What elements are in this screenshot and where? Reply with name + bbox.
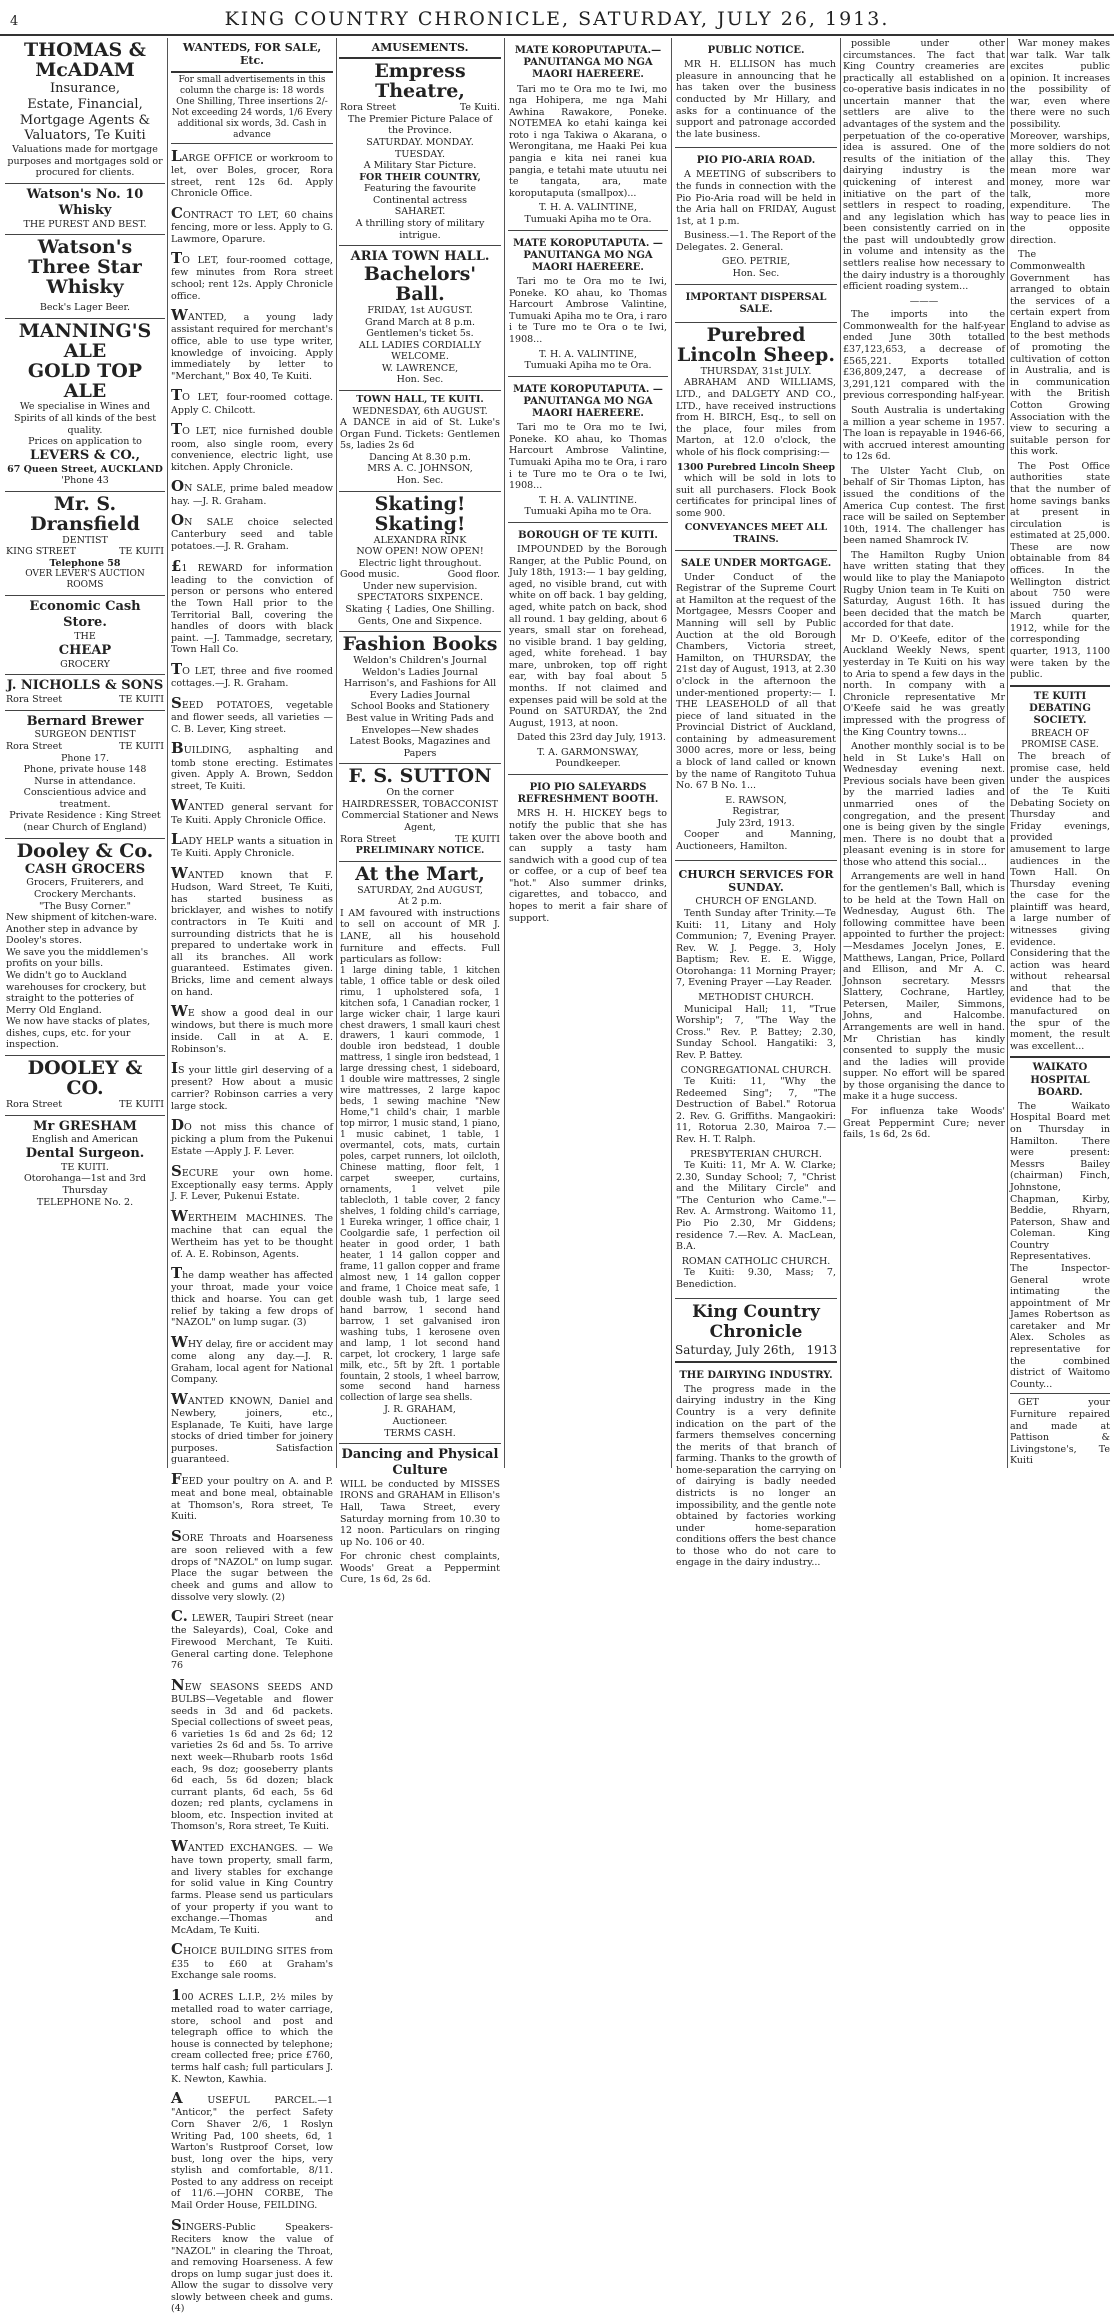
ad-line: Skating [345,603,383,615]
ad-title: Fashion Books [342,633,498,656]
ad-town: TE KUITI [455,833,500,845]
news-item: Arrangements are well in hand for the gentlemen's Ball, which is to be held at the Town Hall on Wednesday, August 6th. The following committee have been appointed to further the project:—Mesdames Jocelyn Jones, E. Matthews, Langan, Price, Pollard and Ellison, and Mr A. C. Johnson secretary. Messrs Slattery, Cochrane, Hartley, Petersen, Mailer, Simmons, Johns, and Halcombe. Arrangements are well in hand. Mr Christian has kindly consented to supply the music and the ladies will provide supper. No effort will be spared by those organising the dance to make it a huge success. [843,871,1005,1103]
section-heading: WANTEDS, FOR SALE, Etc. [171,38,333,73]
notice-signature: T. A. GARMONSWAY, [537,746,639,758]
article-subheading: BREACH OF PROMISE CASE. [1021,729,1099,751]
ad-title: DOOLEY & CO. [27,1057,143,1099]
news-item: The Post Office authorities state that the number of home savings banks at present in circulation is estimated at 25,000. These are now obtainable from 84 offices. In the Wellington district about 750 were issued during the March quarter, 1912, while for the corresponding quarter, 1913, 1100 were taken by the public. [1010,460,1110,681]
notice-heading: PIO PIO-ARIA ROAD. [696,155,816,167]
ad-line: SPECTATORS SIXPENCE. [357,592,483,604]
news-item: South Australia is undertaking a million a year scheme in 1957. The loan is repayable in 1946-66, with accrued interest amounting to 12s 6d. [843,404,1005,463]
notice-heading: BOROUGH OF TE KUITI. [518,529,658,541]
ad-town: Te Kuiti. [459,102,500,114]
ad-line: Dancing At 8.30 p.m. [369,451,471,463]
notice-body: Tari mo te Ora mo te Iwi, Poneke. KO ahau, ko Thomas Harcourt Ambrose Valintine, Tumuaki Apiha mo te Ora, i raro i te Ture mo te Ora o te Iwi, 1908... [509,276,667,345]
ad-line: FOR THEIR COUNTRY, [359,171,481,183]
classified-ad: ON SALE, prime baled meadow hay. —J. R. Graham. [171,477,333,507]
gresham-ad [5,1116,165,1213]
ad-line: Conscientious advice and treatment. [23,787,147,810]
physical-culture-ad [339,1444,501,1590]
ad-body: We didn't go to Auckland warehouses for crockery, but straight to the potteries of Merry Old England. [6,970,147,1016]
ad-title: Mr. S. Dransfield [30,492,140,535]
bachelors-ball-ad [339,246,501,391]
ad-line: Under new supervision. [362,580,478,592]
column-rule [504,38,505,1468]
column-7 [1010,38,1110,1468]
ad-street: KING STREET [6,546,76,558]
ad-line: SATURDAY, 2nd AUGUST, [357,884,483,896]
ad-line: Mortgage Agents & [19,112,151,128]
article-body: The Waikato Hospital Board met on Thursday in Hamilton. There were present: Messrs Bailey (chairman) Finch, Johnstone, Chapman, Kirby, Beddie, Rhyarn, Paterson, Shaw and Coleman. King Country Representatives. The Inspector-General wrote intimating the appointment of Mr James Robertson as caretaker and Mr Alex. Scholes as representative for the combined district of Waitomo County... [1010,1100,1110,1390]
column-4 [508,38,668,1468]
church-body: Municipal Hall; 11, "True Worship"; 7, "The Way the Cross." Rev. P. Battey; 2.30, Sunday School. Hangatiki: 3, Rev. P. Battey. [676,1003,836,1061]
article-body: The progress made in the dairying industry in the King Country is a very definite indication on the part of the farmers themselves concerning the merits of that branch of farming. Thanks to the growth of home-separation the carrying on of dairying is badly needed districts is no longer an impossibility, and the gentle note obtained by factories working under home-separation conditions offers the best chance to those who do not care to engage in the dairy industry... [676,1383,836,1569]
article-body: The breach of promise case, held under the auspices of the Te Kuiti Debating Society on Thursday and Friday evenings, provided amusement to large audiences in the Town Hall. On Thursday evening the case for the plaintiff was heard, a large number of witnesses giving evidence. Considering that the action was heard without rehearsal and that the evidence had to be manufactured on the spur of the moment, the result was excellent... [1010,751,1110,1052]
ad-line: Grocers, Fruiterers, and Crockery Merchants. [26,877,144,900]
ad-line: Insurance, [50,80,120,96]
ad-body: 1 large dining table, 1 kitchen table, 1 office table or desk oiled rimu, 1 upholstered sofa, 1 kitchen sofa, 1 Canadian rocker, 1 large wicker chair, 1 large kauri chest drawers, 1 small kauri chest drawers, 1 kauri commode, 1 double iron bedstead, 1 double mattress, 1 single iron bedstead, 1 large dressing chest, 1 sideboard, 1 double wire mattresses, 2 single wire mattresses, 2 large kapoc beds, 1 sewing machine "New Home,"1 child's chair, 1 marble top mirror, 1 music stand, 1 piano, 1 music cabinet, 1 table, 1 overmantel, cots, mats, curtain poles, carpet runners, lot oilcloth, Chinese matting, floor felt, 1 carpet sweeper, curtains, ornaments, 1 velvet pile tablecloth, 1 table cover, 2 fancy shelves, 1 folding child's carriage, 1 Eureka wringer, 1 office chair, 1 Coolgardie safe, 1 perfection oil heater in good order, 1 bath heater, 1 14 gallon copper and frame, 11 gallon copper and frame almost new, 1 14 gallon copper and frame, 1 Choice meat safe, 1 double wash tub, 1 large seed hand barrow, 1 second hand barrow, 1 set galvanised iron washing tubs, 1 kerosene oven and lamp, 1 lot second hand carpet, lot crockery, 1 large safe milk, etc., 5ft by 2ft. 1 portable fountain, 2 stools, 1 wheel barrow, some second hand harness collection of large sea shells. [340,965,500,1404]
classified-ad: WERTHEIM MACHINES. The machine that can equal the Wertheim has yet to be thought of. A. E. Robinson, Agents. [171,1207,333,1260]
ad-line: ARIA TOWN HALL. [350,249,490,265]
ad-street: Rora Street [340,102,397,114]
classified-ad: WE show a good deal in our windows, but there is much more inside. Call in at A. E. Robinson's. [171,1002,333,1055]
masthead-title: King Country Chronicle [692,1301,820,1343]
church-body: Te Kuiti: 11, "Why the Redeemed Sing"; 7, "The Destruction of Babel." Rotorua 2. Rev. G. Griffiths. Mangaokiri: 11, Rotorua 2.30, Mairoa 7.—Rev. H. T. Ralph. [676,1076,836,1145]
mannings-ale-ad [5,319,165,492]
ad-line: GROCERY [60,658,110,670]
ad-line: OVER LEVER'S AUCTION ROOMS [25,569,145,591]
ad-street: Rora Street [6,693,63,705]
classified-ad: IS your little girl deserving of a present? How about a music carrier? Robinson carries a very large stock. [171,1059,333,1112]
ad-body: which will be sold in lots to suit all purchasers. Flock Book certificates for principal lines of some 900. [676,473,836,519]
hospital-board-article [1010,1056,1110,1390]
notice-body: Business.—1. The Report of the Delegates. 2. General. [676,230,836,253]
ad-line: Valuators, Te Kuiti [24,128,146,144]
ad-body: New shipment of kitchen-ware. Another step in advance by Dooley's stores. [6,912,158,947]
ad-line: DENTIST [62,534,108,546]
classified-ad: £1 REWARD for information leading to the conviction of person or persons who entered the Town Hall prior to the Territorial Ball, covering the handles of doors with black paint. —J. Tammadge, secretary, Town Hall Co. [171,556,333,656]
ad-line: NOW OPEN! NOW OPEN! [356,546,484,558]
ad-line: CHEAP [58,642,112,658]
ad-title: Skating! Skating! [374,492,466,535]
ad-line: Prices on application to [28,436,142,448]
ad-line: English and American [31,1134,139,1146]
notice-role: Hon. Sec. [732,268,780,280]
news-item: The imports into the Commonwealth for the half-year ended June 30th totalled £37,123,653, a decrease of £565,221. Exports totalled £36,809,247, a decrease of 3,291,121 compared with the previous corresponding half-year. [843,309,1005,402]
notice-body: Tari mo te Ora mo te Iwi, mo nga Hohipera, me nga Mahi Awhina Rawakore, Poneke. NOTEMEA ko etahi kainga kei roto i nga Takiwa o Akarana, o Werongitana, me Haaki Pei kua pangia e kita nei ranei kua pangia, e tetahi mate utuutu nei te tangata, ara, mate koroputaputa (smallpox)... [509,83,667,199]
ad-line: Good floor. [447,569,500,581]
section-heading: AMUSEMENTS. [339,38,501,59]
ad-line: Otorohanga—1st and 3rd Thursday [23,1173,147,1196]
nicholls-ad [5,675,165,710]
town-hall-dance-ad [339,391,501,492]
ad-title: Dental Surgeon. [25,1145,145,1161]
ad-line: THE [74,631,96,643]
notice-signature: E. RAWSON, [725,794,787,806]
ad-town: TE KUITI [119,1098,164,1110]
ad-line: HAIRDRESSER, TOBACCONIST [342,798,498,810]
notice-role: Registrar, [732,806,780,818]
ad-line: Auctioneer. [392,1415,448,1427]
ad-line: J. R. GRAHAM, [384,1404,456,1416]
ad-phone: Telephone 58 [49,557,121,569]
notice-heading: MATE KOROPUTAPUTA.—PANUITANGA MO NGA MAORI HAEREERE. [514,45,662,81]
notice-body: Cooper and Manning, Auctioneers, Hamilton. [676,829,836,853]
notice-role: Tumuaki Apiha mo te Ora. [524,213,652,225]
classified-ad: The damp weather has affected your throat, made your voice thick and hoarse. You can get relief by taking a few drops of "NAZOL" on lump sugar. (3) [171,1264,333,1329]
economic-cash-store-ad [5,596,165,675]
ad-line: Commercial Stationer and News Agent, [341,810,499,833]
ad-line: SATURDAY. MONDAY. TUESDAY. [366,137,474,160]
ad-title: MANNING'S ALE [18,319,152,362]
classified-ad: CONTRACT TO LET, 60 chains fencing, more or less. Apply to G. Lawmore, Oparure. [171,203,333,245]
dooley-ad [5,839,165,1056]
dairying-article [675,1363,837,1576]
mart-auction-ad [339,862,501,1444]
ad-line: Best value in Writing Pads and Envelopes—New shades [346,712,494,736]
ad-town: TE KUITI [119,693,164,705]
ad-title: Dooley & Co. [16,839,154,862]
article-heading: TE KUITI DEBATING SOCIETY. [1029,690,1091,727]
column-rule [671,38,672,1468]
ad-town: TE KUITI [119,546,164,558]
article-heading: WAIKATO HOSPITAL BOARD. [1030,1062,1090,1098]
ad-title: Bachelors' Ball. [363,263,477,306]
news-item: The Hamilton Rugby Union have written stating that they would like to play the Maniapoto Rugby Union team in Te Kuiti on Saturday, August 16th. It has been decided that the match be accorded for that date. [843,549,1005,631]
thomas-mcadam-ad [5,38,165,184]
article-heading: THE DAIRYING INDUSTRY. [679,1369,833,1381]
ad-line: School Books and Stationery [350,701,490,713]
ad-body: We now have stacks of plates, dishes, cups, etc. for your inspection. [6,1016,151,1051]
ad-line: Weldon's Children's Journal [353,655,487,667]
ad-line: SAHARET. [394,206,446,218]
classified-ad: LADY HELP wants a situation in Te Kuiti. Apply Chronicle. [171,830,333,860]
sutton-ad [339,764,501,861]
ad-title: Economic Cash Store. [29,599,141,631]
ad-line: Weldon's Ladies Journal [362,666,478,678]
news-item: For influenza take Woods' Great Peppermint Cure; never fails, 1s 6d, 2s 6d. [843,1106,1005,1141]
column-1 [5,38,165,1468]
church-body: Te Kuiti: 11, Mr A. W. Clarke; 2.30, Sunday School; 7, "Christ and the Military Circle" and "The Centurion who Came."—Rev. A. Armstrong. Waitomo 11, Pio Pio 2.30, Mr Giddens; residence 7.—Rev. A. MacLean, B.A. [676,1160,836,1253]
notice-body: MRS H. H. HICKEY begs to notify the public that she has taken over the above booth and can supply a tasty ham sandwich with a good cup of tea or coffee, or a cup of beef tea "hot." Also summer drinks, cigarettes, and tobacco, and hopes to merit a fair share of support. [509,808,667,924]
ad-street: Rora Street [340,833,397,845]
classified-ad: SECURE your own home. Exceptionally easy terms. Apply J. F. Lever, Pukenui Estate. [171,1161,333,1203]
ad-line: CONVEYANCES MEET ALL TRAINS. [684,522,828,545]
ad-line: WEDNESDAY, 6th AUGUST. [352,405,488,417]
notice-heading: CHURCH SERVICES FOR SUNDAY. [678,867,834,895]
classified-ad: A USEFUL PARCEL.—1 "Anticor," the perfect Safety Corn Shaver 2/6, 1 Roslyn Writing Pad, 100 sheets, 6d, 1 Warton's Rustproof Corset, low bust, long over the hips, very stylish and comfortable, 8/11. Posted to any address on receipt of 11/6.—JOHN CORBE, The Mail Order House, FEILDING. [171,2089,333,2212]
notice-heading: PIO PIO SALEYARDS REFRESHMENT BOOTH. [517,782,659,806]
church-body: Te Kuiti: 9.30, Mass; 7, Benediction. [676,1267,836,1290]
ad-line: Hon. Sec. [396,374,444,386]
ad-address: 67 Queen Street, AUCKLAND [7,463,163,475]
ad-title: F. S. SUTTON [348,765,492,788]
classified-ad: CHOICE BUILDING SITES from £35 to £60 at Graham's Exchange sale rooms. [171,1940,333,1982]
classified-ad: WANTED KNOWN, Daniel and Newbery, joiners, etc., Esplanade, Te Kuiti, have large stocks of dried timber for joinery purposes. Satisfaction guaranteed. [171,1389,333,1466]
column-rule [1007,38,1008,1468]
ad-line: PRELIMINARY NOTICE. [355,845,485,857]
column-5 [675,38,837,1569]
classified-ad: FEED your poultry on A. and P. meat and bone meal, obtainable at Thomson's, Rora street, Te Kuiti. [171,1469,333,1523]
watson-three-star-ad [5,235,165,318]
column-rule [840,38,841,1468]
classified-ad: ON SALE choice selected Canterbury seed and table potatoes.—J. R. Graham. [171,511,333,552]
column-2 [171,38,333,2315]
ad-body: For chronic chest complaints, Woods' Great a Peppermint Cure, 1s 6d, 2s 6d. [340,1551,500,1586]
notice-role: Tumuaki Apiha mo te Ora. [524,360,652,372]
ad-line: Gents, One and Sixpence. [357,615,483,627]
news-item: The Ulster Yacht Club, on behalf of Sir Thomas Lipton, has issued the conditions of the America Cup contest. The first race will be sailed on September 10th, 1914. The challenger has been named Shamrock IV. [843,465,1005,547]
ad-line: On the corner [386,787,454,799]
maori-notice-1 [508,38,668,231]
ad-body: A DANCE in aid of St. Luke's Organ Fund. Tickets: Gentlemen 5s, ladies 2s 6d [340,417,500,452]
ad-title: Three Star Whisky [28,256,142,299]
ad-line: Private Residence : King Street (near Church of England) [9,810,161,834]
notice-date: Dated this 23rd day July, 1913. [517,732,666,744]
church-heading: CONGREGATIONAL CHURCH. [680,1064,832,1076]
ad-line: Latest Books, Magazines and Papers [349,736,491,759]
brewer-ad [5,711,165,839]
column-rule [336,38,337,1468]
classified-ad: 100 ACRES L.I.P., 2½ miles by metalled road to water carriage, store, school and post and telegraph office to which the house is connected by telephone; cream collected free; price £760, terms half cash; full particulars J. K. Newton, Kawhia. [171,1985,333,2085]
mortgage-sale-notice [675,551,837,861]
dispersal-sale-heading [675,285,837,323]
ad-line: Skating { Ladies, One Shilling. Gents, One and Sixpence. [345,603,495,627]
classified-ad: DO not miss this chance of picking a plum from the Pukenui Estate —Apply J. F. Lever. [171,1116,333,1158]
notice-signature: T. H. A. VALINTINE, [538,202,637,214]
dooley-2-ad [5,1056,165,1115]
classified-ad: TO LET, three and five roomed cottages.—J. R. Graham. [171,659,333,690]
news-item: Another monthly social is to be held in St Luke's Hall on Wednesday evening next. Previous socials have been given by the married ladies and unmarried ones of the congregation, and the present one is being given by the single men. There is no doubt that a pleasant evening is in store for those who attend this social... [843,741,1005,868]
ad-title: Bernard Brewer [26,713,144,729]
maori-notice-2 [508,231,668,377]
ad-line: At 2 p.m. [398,896,442,908]
ad-line: Hon. Sec. [396,475,444,487]
debating-society-article [1010,685,1110,1053]
column-3 [339,38,501,1586]
watson-10-ad [5,184,165,235]
church-heading: CHURCH OF ENGLAND. [695,896,817,908]
notice-date: July 23rd, 1913. [717,817,795,829]
lincoln-sheep-ad [675,323,837,551]
fashion-books-ad [339,632,501,764]
ad-line: Estate, Financial, [27,96,143,112]
classified-ad: LARGE OFFICE or workroom to let, over Boles, grocer, Rora street, rent 12s 6d. Apply Chronicle Office. [171,146,333,200]
notice-body: Tari mo te Ora mo te Iwi, Poneke. KO ahau, ko Thomas Harcourt Ambrose Valintine, Tumuaki Apiha mo te Ora, i raro i te Ture mo te Ora o te Iwi, 1908... [509,422,667,492]
public-notice [675,38,837,148]
classified-ad: SEED POTATOES, vegetable and flower seeds, all varieties — C. B. Lever, King street. [171,693,333,735]
classified-ad: TO LET, four-roomed cottage, few minutes from Rora street school; rent 12s. Apply Chronicle office. [171,249,333,302]
ad-body: Valuations made for mortgage purposes and mortgages sold or procured for clients. [7,144,163,179]
ad-line: MRS A. C. JOHNSON, [367,463,473,475]
ad-body: We specialise in Wines and Spirits of all kinds of the best quality. [13,401,157,436]
classified-ad: BUILDING, asphalting and tomb stone erecting. Estimates given. Apply A. Brown, Seddon street, Te Kuiti. [171,739,333,792]
empress-theatre-ad [339,59,501,246]
ad-line: SURGEON DENTIST [34,729,136,741]
classified-list [171,147,333,2315]
becks-line: Beck's Lager Beer. [39,302,131,314]
ad-line: Ladies, One Shilling. [394,603,495,615]
notice-signature: GEO. PETRIE, [721,256,791,268]
ad-line: Featuring the favourite Continental actress [363,183,477,206]
classified-ad: WANTED EXCHANGES. — We have town property, small farm, and livery stables for exchange for solid value in King Country farms. Please send us particulars of your property if you want to exchange.—Thomas and McAdam, Te Kuiti. [171,1836,333,1936]
ad-line: Electric light throughout. [358,557,482,569]
ad-line: A Military Star Picture. [363,160,477,172]
classified-ad: SINGERS-Public Speakers-Reciters know the value of "NAZOL" in clearing the Throat, and removing Hoarseness. A few drops on lump sugar just does it. Allow the sugar to dissolve very slowly between cheek and gums.(4) [171,2215,333,2315]
ad-line: Harrison's, and Fashions for All [343,678,497,690]
ad-street: Rora Street [6,1098,63,1110]
ad-line: FRIDAY, 1st AUGUST. [367,304,473,316]
notice-body: A MEETING of subscribers to the funds in connection with the Pio Pio-Aria road will be held in the Aria hall on FRIDAY, August 1st, at 1 p.m. [676,169,836,227]
notice-body: IMPOUNDED by the Borough Ranger, at the Public Pound, on July 18th, 1913:— 1 bay gelding, aged, no visible brand, cut with white on off back. 1 bay gelding, aged, white patch on back, shod all round. 1 bay gelding, about 6 years, small star on forehead, no visible brand. 1 bay gelding, aged, white forehead. 1 bay mare, unbroken, top off right ear, with bay foal about 5 months. If not claimed and expenses paid will be sold at the Pound on SATURDAY, the 2nd August, 1913, at noon. [509,544,667,729]
news-item: GET your Furniture repaired and made at Pattison & Livingstone's, Te Kuiti [1010,1393,1110,1466]
ad-title: Watson's No. 10 Whisky [26,187,144,218]
notice-role: Tumuaki Apiha mo te Ora. [524,506,652,518]
page-header [0,6,1114,36]
ad-town: TE KUITI [119,740,164,752]
classified-ad: WHY delay, fire or accident may come along any day.—J. R. Graham, local agent for National Company. [171,1332,333,1386]
divider: ——— [909,295,939,307]
ad-line: Good music. [340,569,400,581]
maori-notice-3 [508,377,668,523]
church-heading: ROMAN CATHOLIC CHURCH. [681,1255,831,1267]
classified-intro: For small advertisements in this column the charge is: 18 words One Shilling, Three insertions 2/- Not exceeding 24 words, 1/6 Every additional six words, 3d. Cash in advance [171,73,333,144]
notice-heading: PUBLIC NOTICE. [707,45,805,56]
ad-body: ABRAHAM AND WILLIAMS, LTD., and DALGETY AND CO., LTD., have received instructions from H. BIRCH, Esq., to sell on the place, four miles from Marton, at 12.0 o'clock, the whole of his flock comprising:— [676,377,836,458]
column-rule [167,38,168,1468]
ad-line: ALL LADIES CORDIALLY WELCOME. [358,339,482,363]
news-item: Mr D. O'Keefe, editor of the Auckland Weekly News, spent yesterday in Te Kuiti on his way to Aria to spend a few days in the north. In company with a Chronicle representative Mr O'Keefe said he was greatly impressed with the progress of the King Country towns... [843,633,1005,738]
ad-line: THURSDAY, 31st JULY. [700,365,812,377]
church-heading: METHODIST CHURCH. [698,992,814,1004]
skating-ad [339,492,501,633]
notice-heading: IMPORTANT DISPERSAL SALE. [685,291,827,315]
classified-ad: C. LEWER, Taupiri Street (near the Saleyards), Coal, Coke and Firewood Merchant, Te Kuiti. General carting done. Telephone 76 [171,1607,333,1672]
ad-title: Watson's [37,236,133,259]
masthead-date: Saturday, July 26th, [675,1342,795,1357]
editorial-masthead [675,1299,837,1363]
ad-line: W. LAWRENCE, [381,362,459,374]
page-number: 4 [10,14,19,29]
notice-signature: T. H. A. VALINTINE, [538,348,637,360]
ad-title: J. NICHOLLS & SONS [6,678,164,694]
ad-town: TE KUITI. [61,1161,109,1173]
ad-line: Grand March at 8 p.m. [364,316,476,328]
ad-phone: Phone, private house 148 [23,764,147,776]
dransfield-ad [5,492,165,597]
ad-line: "The Busy Corner." [39,900,131,912]
ad-title: Dancing and Physical Culture [341,1447,499,1478]
classified-ad: TO LET, nice furnished double room, also single room, every convenience, electric light, use kitchen. Apply Chronicle. [171,420,333,473]
ad-subtitle: CASH GROCERS [24,861,146,877]
news-item: War money makes war talk. War talk excites public opinion. It increases the possibility of war, even where there were no such possibility. Moreover, warships, more soldiers do not allay this. They mean more war money, more war talk, more expenditure. The way to peace lies in the opposite direction. [1010,38,1110,246]
ad-line: A thrilling story of military intrigue. [355,218,485,241]
ad-title: Purebred Lincoln Sheep. [677,324,835,366]
ad-title: Empress Theatre, [374,60,466,103]
classified-ad: WANTED, a young lady assistant required for merchant's office, able to use type writer, knowledge of invoicing. Apply immediately by letter to "Merchant," Box 40, Te Kuiti. [171,306,333,382]
news-item: The Commonwealth Government has arranged to obtain the services of a certain expert from England to advise as to the best methods of promoting the cultivation of cotton in Australia, and is in communication with the British Cotton Growing Association with the view to securing a suitable person for this work. [1010,249,1110,458]
ad-line: The Premier Picture Palace of the Province. [347,113,493,137]
notice-heading: MATE KOROPUTAPUTA. — PANUITANGA MO NGA MAORI HAEREERE. [513,237,663,273]
classified-ad: WANTED general servant for Te Kuiti. Apply Chronicle Office. [171,796,333,826]
notice-heading: MATE KOROPUTAPUTA. — PANUITANGA MO NGA MAORI HAEREERE. [513,383,663,420]
ad-phone: 'Phone 43 [61,475,109,487]
ad-line: Gentlemen's ticket 5s. [366,328,474,340]
ad-tagline: THE PUREST AND BEST. [23,218,147,230]
borough-notice [508,523,668,775]
ad-title: At the Mart, [355,862,485,885]
ad-title: THOMAS & McADAM [24,39,146,81]
masthead-year: 1913 [806,1342,837,1357]
ad-phone: TELEPHONE No. 2. [36,1196,134,1208]
ad-line: Every Ladies Journal [369,689,471,701]
ad-line: TOWN HALL, TE KUITI. [356,394,484,405]
column-6 [843,38,1005,1468]
newspaper-title: KING COUNTRY CHRONICLE, SATURDAY, JULY 26, 1913. [224,8,890,30]
ad-body: I AM favoured with instructions to sell on account of MR J. LANE, all his household furniture and effects. Full particulars as follow: [340,907,500,966]
classified-ad: SORE Throats and Hoarseness are soon relieved with a few drops of "NAZOL" on lump sugar. Place the sugar between the cheek and gums and allow to dissolve very slowly. (2) [171,1526,333,1603]
classified-ad: TO LET, four-roomed cottage. Apply C. Chilcott. [171,386,333,416]
pio-aria-road-notice [675,148,837,284]
ad-body: We save you the middlemen's profits on your bills. [6,946,149,970]
church-services [675,861,837,1299]
ad-phone: Phone 17. [60,752,110,764]
refreshment-booth-notice [508,775,668,931]
ad-firm: LEVERS & CO., [30,447,140,463]
ad-subtitle: GOLD TOP ALE [27,359,143,402]
ad-line: 1300 Purebred Lincoln Sheep [676,461,836,473]
notice-heading: SALE UNDER MORTGAGE. [680,557,832,569]
classified-ad: NEW SEASONS SEEDS AND BULBS—Vegetable and flower seeds in 3d and 6d packets. Special collections of sweet peas, 6 varieties 1s 6d and 2s 6d; 12 varieties 2s 6d and 5s. To arrive next week—Rhubarb roots 1s6d each, 9s doz; gooseberry plants 6d each, 5s 6d dozen; black currant plants, 6d each, 5s 6d dozen; red plants, cyclamens in bloom, etc. Inspection invited at Thomson's, Rora street, Te Kuiti. [171,1675,333,1833]
ad-line: Nurse in attendance. [34,775,136,787]
church-heading: PRESBYTERIAN CHURCH. [690,1148,822,1160]
ad-body: WILL be conducted by MISSES IRONS and GRAHAM in Ellison's Hall, Tawa Street, every Saturday morning from 10.30 to 12 noon. Particulars on ringing up No. 106 or 40. [340,1478,500,1548]
ad-title: Mr GRESHAM [33,1118,137,1134]
article-body: possible under other circumstances. The fact that King Country creameries are practically all established on a co-operative basis indicates in no uncertain manner that the settlers are alive to the advantages of the system and the perpetuation of the co-operative idea is assured. One of the results of the initiation of the dairying industry is the quickening of interest and initiative on the part of the settlers in respect to roading, and any legislation which has been consistently carried on in the past will undoubtedly grow in volume and intensity as the settlers realise how necessary to the dairy industry is a thoroughly efficient roading system... [843,38,1005,293]
notice-body: Under Conduct of the Registrar of the Supreme Court at Hamilton at the request of the Mortgagee, Messrs Cooper and Manning will sell by Public Auction at the old Borough Chambers, Victoria street, Hamilton, on THURSDAY, the 21st day of August, 1913, at 2.30 o'clock in the afternoon the under-mentioned property:— I. THE LEASEHOLD of all that piece of land situated in the Provincial District of Auckland, containing by admeasurement 3000 acres, more or less, being a block of land called or known by the name of Rangitoto Tuhua No. 67 B No. 1... [676,571,836,792]
notice-role: Poundkeeper. [555,758,621,770]
ad-line: TERMS CASH. [384,1427,456,1439]
ad-street: Rora Street [6,740,63,752]
church-body: Tenth Sunday after Trinity.—Te Kuiti: 11, Litany and Holy Communion; 7, Evening Prayer. Rev. W. J. Pegge. 3, Holy Baptism; Rev. E. E. Wigge, Otorohanga: 11 Morning Prayer; 7, Evening Prayer —Lay Reader. [676,908,836,989]
classified-ad: WANTED known that F. Hudson, Ward Street, Te Kuiti, has started business as bricklayer, and wishes to notify contractors in Te Kuiti and surrounding districts that he is prepared to undertake work in all its branches. All work guaranteed. Estimates given. Bricks, lime and cement always on hand. [171,864,333,998]
notice-signature: T. H. A. VALINTINE. [538,494,637,506]
notice-body: MR H. ELLISON has much pleasure in announcing that he has taken over the business conducted by Mr Hillary, and asks for a continuance of the support and patronage accorded the late business. [676,59,836,140]
ad-line: ALEXANDRA RINK [373,534,467,546]
